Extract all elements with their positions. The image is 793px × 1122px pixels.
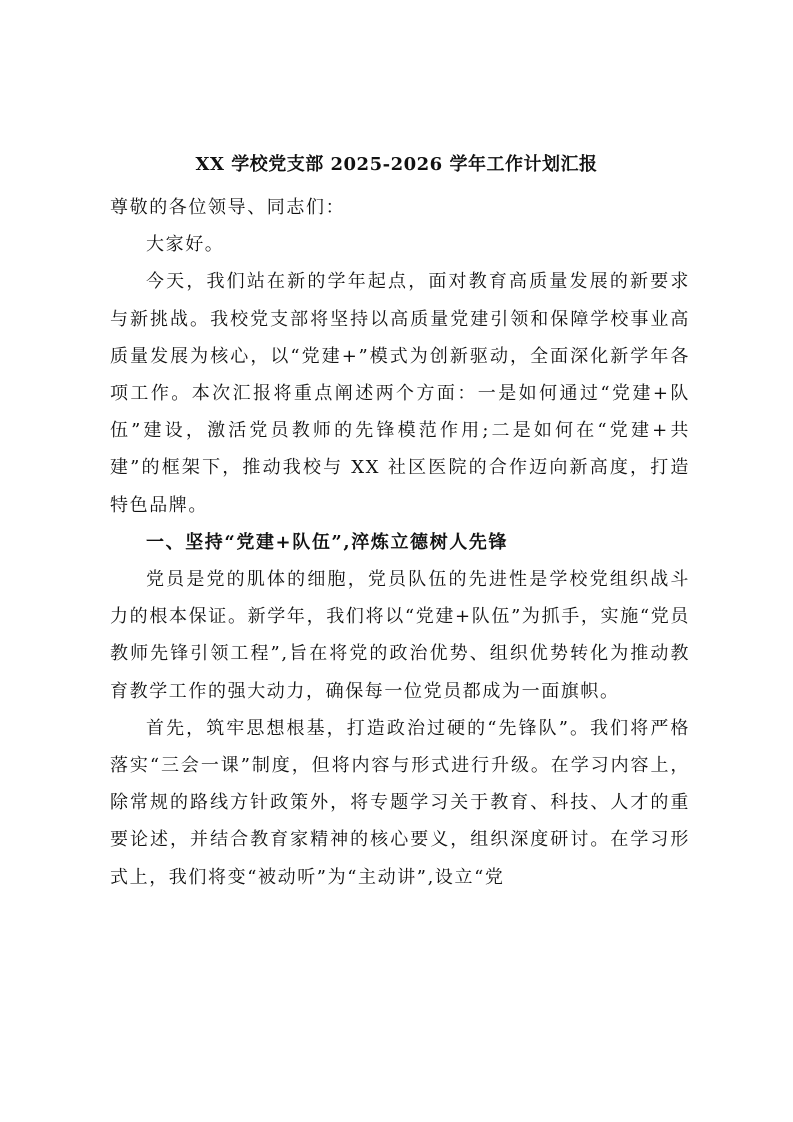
greeting: 大家好。 <box>146 234 225 256</box>
salutation: 尊敬的各位领导、同志们： <box>110 197 346 218</box>
document-title: XX 学校党支部 2025-2026 学年工作计划汇报 <box>195 154 598 175</box>
intro-paragraph: 今天，我们站在新的学年起点，面对教育高质量发展的新要求与新挑战。我校党支部将坚持以高质量党建引领和保障学校事业高质量发展为核心，以“党建+”模式为创新驱动，全面深化新学年各项工作。本次汇报将重点阐述两个方面：一是如何通过“党建+队伍”建设，激活党员教师的先锋模范作用;二是如何在“党建+共建”的框架下，推动我校与 XX 社区医院的合作迈向新高度，打造特色品牌。 <box>110 271 690 516</box>
section-1-heading: 一、坚持“党建+队伍”,淬炼立德树人先锋 <box>146 531 509 553</box>
section-1-paragraph-2: 首先，筑牢思想根基，打造政治过硬的“先锋队”。我们将严格落实“三会一课”制度，但将内容与形式进行升级。在学习内容上，除常规的路线方针政策外，将专题学习关于教育、科技、人才的重要论述，并结合教育家精神的核心要义，组织深度研讨。在学习形式上，我们将变“被动听”为“主动讲”,设立“党 <box>110 717 690 888</box>
section-1-paragraph-1: 党员是党的肌体的细胞，党员队伍的先进性是学校党组织战斗力的根本保证。新学年，我们将以“党建+队伍”为抓手，实施“党员教师先锋引领工程”,旨在将党的政治优势、组织优势转化为推动教育教学工作的强大动力，确保每一位党员都成为一面旗帜。 <box>110 569 690 702</box>
document-body <box>110 189 690 896</box>
